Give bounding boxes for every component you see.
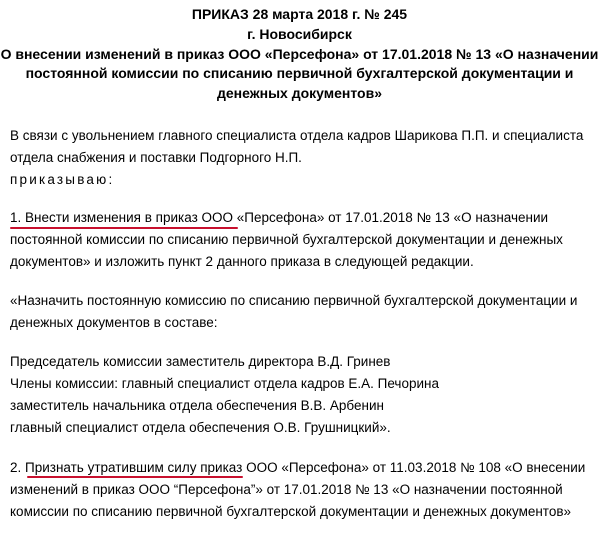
intro-line-2: отдела снабжения и поставки Подгорного Н.П.: [10, 150, 302, 165]
paragraph-1-line-2: постоянной комиссии по списанию первичной бухгалтерской документации и денежных: [10, 232, 563, 247]
order-title: ПРИКАЗ 28 марта 2018 г. № 245: [191, 6, 408, 22]
paragraph-2-line-3: комиссии по списанию первичной бухгалтерской документации и денежных документов»: [10, 504, 572, 519]
paragraph-1-line-1: 1. Внести изменения в приказ ООО «Персефона» от 17.01.2018 № 13 «О назначении: [10, 210, 549, 225]
order-subject-line-3: денежных документов»: [216, 85, 382, 101]
paragraph-2-line-1: 2. Признать утратившим силу приказ ООО «Персефона» от 11.03.2018 № 108 «О внесении: [10, 460, 586, 475]
order-subject-line-2: постоянной комиссии по списанию первичной бухгалтерской документации и: [25, 65, 574, 81]
commission-line-2: Члены комиссии: главный специалист отдела кадров Е.А. Печорина: [10, 376, 439, 391]
quote-line-2: денежных документов в составе:: [10, 315, 218, 330]
order-city: г. Новосибирск: [247, 26, 352, 42]
commission-line-4: главный специалист отдела обеспечения О.В. Грушницкий».: [10, 420, 391, 435]
order-subject-line-1: О внесении изменений в приказ ООО «Персефона» от 17.01.2018 № 13 «О назначении: [0, 46, 599, 62]
order-word: приказываю:: [10, 172, 115, 187]
red-underline-2: [27, 476, 243, 478]
red-underline-1: [10, 227, 238, 229]
intro-line-1: В связи с увольнением главного специалиста отдела кадров Шарикова П.П. и специалиста: [10, 128, 584, 143]
paragraph-1-line-3: документов» и изложить пункт 2 данного приказа в следующей редакции.: [10, 254, 474, 269]
paragraph-2-line-2: изменений в приказ ООО “Персефона”» от 17.01.2018 № 13 «О назначении постоянной: [10, 482, 563, 497]
quote-line-1: «Назначить постоянную комиссию по списанию первичной бухгалтерской документации и: [10, 293, 578, 308]
commission-line-3: заместитель начальника отдела обеспечения В.В. Арбенин: [10, 398, 384, 413]
commission-line-1: Председатель комиссии заместитель директора В.Д. Гринев: [10, 354, 391, 369]
